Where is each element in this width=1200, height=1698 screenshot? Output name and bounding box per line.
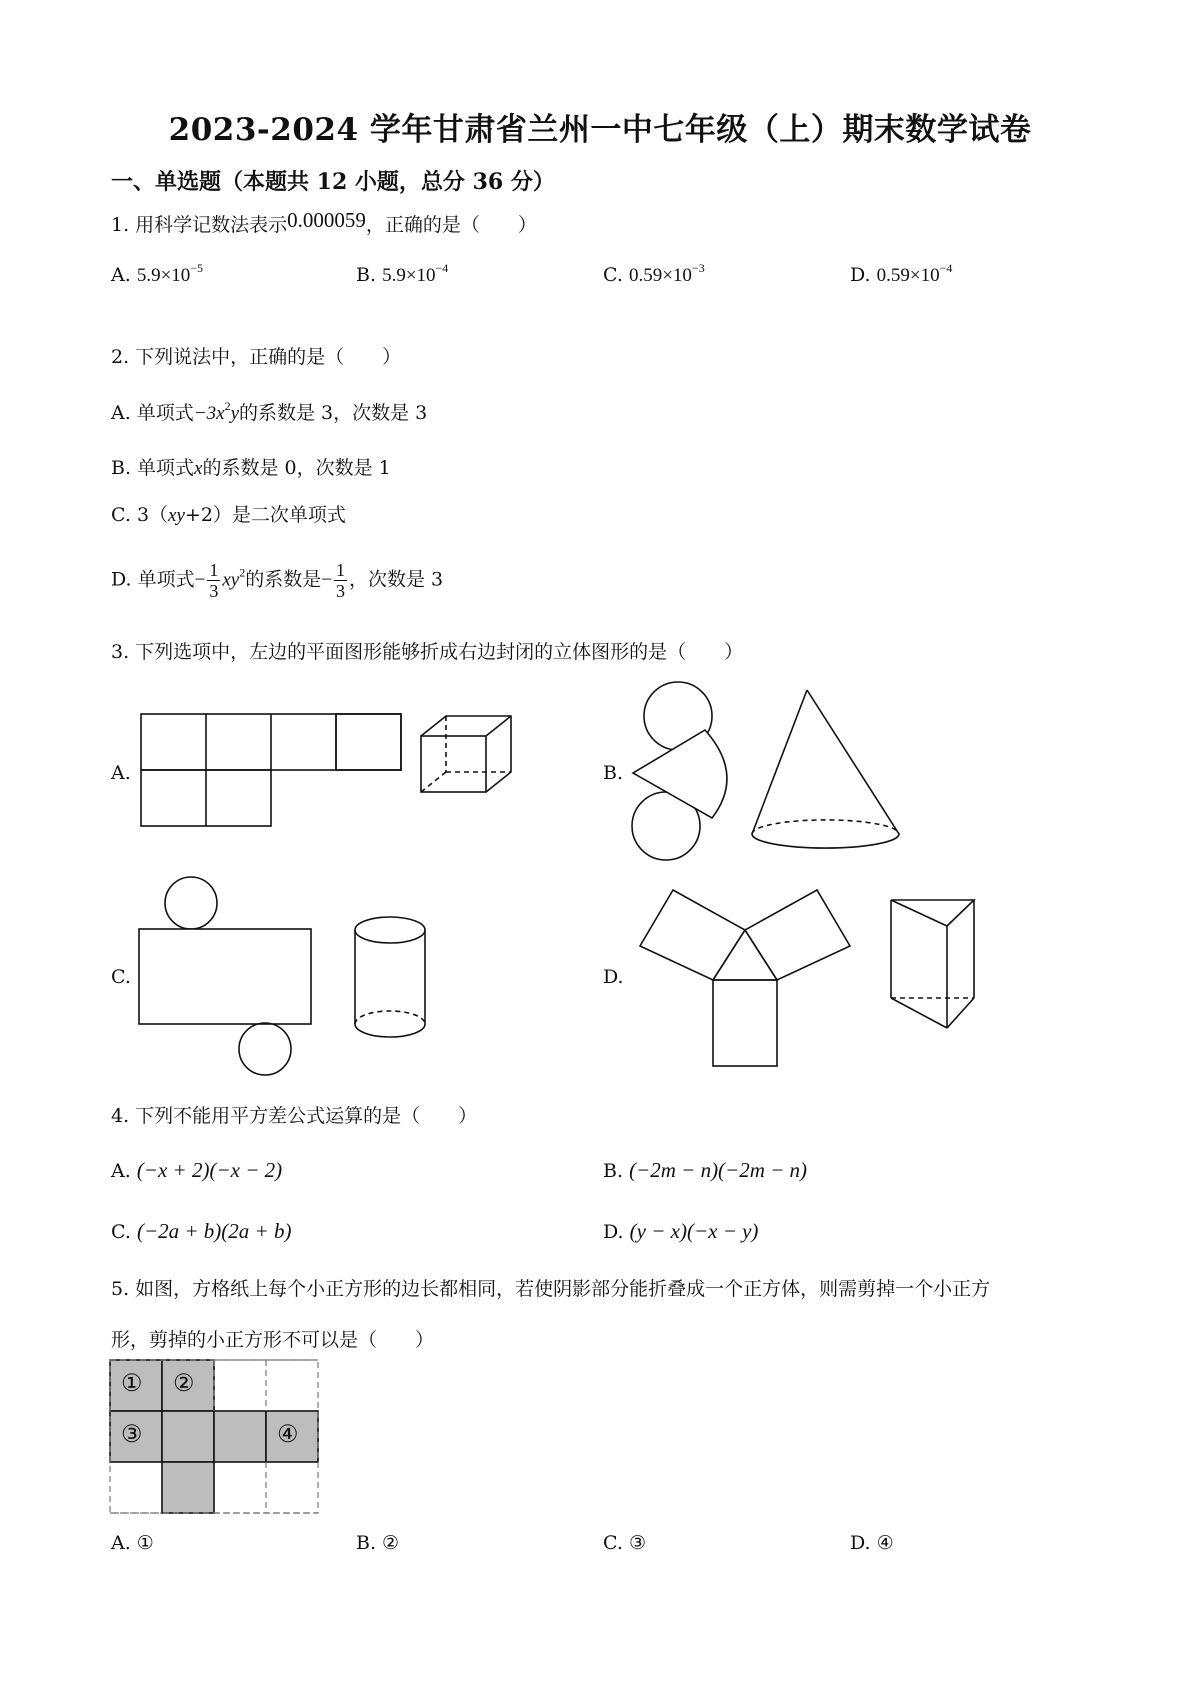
option-text: B. 单项式 — [111, 457, 195, 479]
question-5-stem-line1: 5. 如图，方格纸上每个小正方形的边长都相同，若使阴影部分能折叠成一个正方体，则需剪掉一个小正方 — [111, 1278, 991, 1300]
q3-label-b[interactable]: B. — [603, 762, 624, 784]
option-letter: B. — [356, 264, 377, 286]
option-exponent: −4 — [939, 261, 953, 275]
option-text: 的系数是 — [245, 568, 322, 591]
q3a-cube — [421, 716, 511, 792]
q4-option-b[interactable] — [603, 1158, 807, 1183]
option-mantissa: 5.9 — [382, 265, 406, 286]
math-expr: x — [194, 458, 203, 479]
q3-label-a[interactable]: A. — [111, 762, 131, 784]
times-ten: ×10 — [160, 265, 191, 286]
option-text: +2）是二次单项式 — [184, 504, 346, 526]
question-4-stem: 4. 下列不能用平方差公式运算的是（ ） — [111, 1105, 478, 1127]
option-letter: C. — [603, 264, 623, 286]
section-heading: 一、单选题（本题共 12 小题，总分 36 分） — [111, 169, 555, 195]
q3d-prism — [891, 900, 974, 1028]
option-letter: B. — [603, 1160, 624, 1182]
option-mantissa: 0.59 — [876, 265, 910, 286]
q1-number: 0.000059 — [287, 208, 366, 232]
option-exponent: −4 — [435, 261, 449, 275]
question-2-stem: 2. 下列说法中，正确的是（ ） — [111, 346, 402, 368]
q3c-cylinder — [355, 917, 425, 1037]
q3b-cone-net — [632, 682, 727, 860]
q3-label-d[interactable]: D. — [603, 966, 624, 988]
math-expr: y — [230, 403, 240, 424]
option-exponent: −3 — [691, 261, 705, 275]
option-letter: D. — [603, 1221, 624, 1243]
math-expr: xy — [168, 505, 185, 526]
fraction-denominator: 3 — [209, 581, 219, 601]
fraction-denominator: 3 — [335, 581, 345, 601]
option-letter: D. — [850, 264, 871, 286]
q1-stem-text: 1. 用科学记数法表示 — [111, 214, 288, 236]
math-expr: (y − x)(−x − y) — [629, 1219, 759, 1243]
times-ten: ×10 — [662, 265, 692, 286]
q1-stem-tail: ，正确的是（ ） — [365, 214, 537, 236]
question-3-stem: 3. 下列选项中，左边的平面图形能够折成右边封闭的立体图形的是（ ） — [111, 641, 744, 663]
q4-option-a[interactable] — [111, 1158, 282, 1183]
option-letter: A. — [111, 264, 131, 286]
q5-option-b[interactable]: B. ② — [356, 1532, 400, 1554]
q5-option-d[interactable]: D. ④ — [850, 1532, 894, 1554]
option-text: A. 单项式 — [111, 402, 194, 424]
q3d-prism-net — [640, 890, 850, 1066]
q3-label-c[interactable]: C. — [111, 966, 131, 988]
fraction-numerator: 1 — [335, 560, 345, 580]
option-text: 的系数是 3，次数是 3 — [239, 402, 428, 424]
math-expr: (−x + 2)(−x − 2) — [136, 1158, 283, 1182]
math-expr: (−2a + b)(2a + b) — [136, 1219, 292, 1243]
q5-option-c[interactable]: C. ③ — [603, 1532, 646, 1554]
q4-option-d[interactable] — [603, 1219, 758, 1244]
q5-cell-4: ④ — [277, 1420, 299, 1448]
q3c-cylinder-net — [139, 877, 311, 1075]
times-ten: ×10 — [909, 265, 940, 286]
option-text: 的系数是 0，次数是 1 — [202, 457, 391, 479]
option-exponent: −5 — [190, 261, 204, 275]
fraction-numerator: 1 — [209, 560, 219, 580]
q3b-cone — [752, 690, 899, 848]
minus-sign: − — [321, 569, 332, 591]
option-mantissa: 0.59 — [628, 265, 663, 286]
q5-option-a[interactable]: A. ① — [111, 1532, 154, 1554]
math-expr: (−2m − n)(−2m − n) — [629, 1158, 808, 1182]
q4-option-c[interactable] — [111, 1219, 291, 1244]
option-letter: A. — [111, 1160, 131, 1182]
q5-cell-1: ① — [121, 1369, 143, 1397]
math-expr: −3x — [193, 403, 225, 424]
q5-cell-3: ③ — [121, 1420, 143, 1448]
page-title: 2023-2024 学年甘肃省兰州一中七年级（上）期末数学试卷 — [168, 112, 1032, 148]
option-text: ，次数是 3 — [348, 568, 444, 591]
option-text: C. 3（ — [111, 504, 169, 526]
option-mantissa: 5.9 — [136, 265, 161, 286]
q3a-cube-net — [141, 714, 401, 826]
option-letter: C. — [111, 1221, 131, 1243]
option-text: D. 单项式 — [111, 568, 195, 591]
math-exponent: 2 — [224, 399, 231, 413]
times-ten: ×10 — [405, 265, 436, 286]
math-expr: xy — [222, 569, 240, 591]
question-5-stem-line2: 形，剪掉的小正方形不可以是（ ） — [111, 1329, 435, 1351]
q5-cell-2: ② — [173, 1369, 195, 1397]
math-exponent: 2 — [239, 565, 246, 580]
minus-sign: − — [194, 569, 206, 591]
